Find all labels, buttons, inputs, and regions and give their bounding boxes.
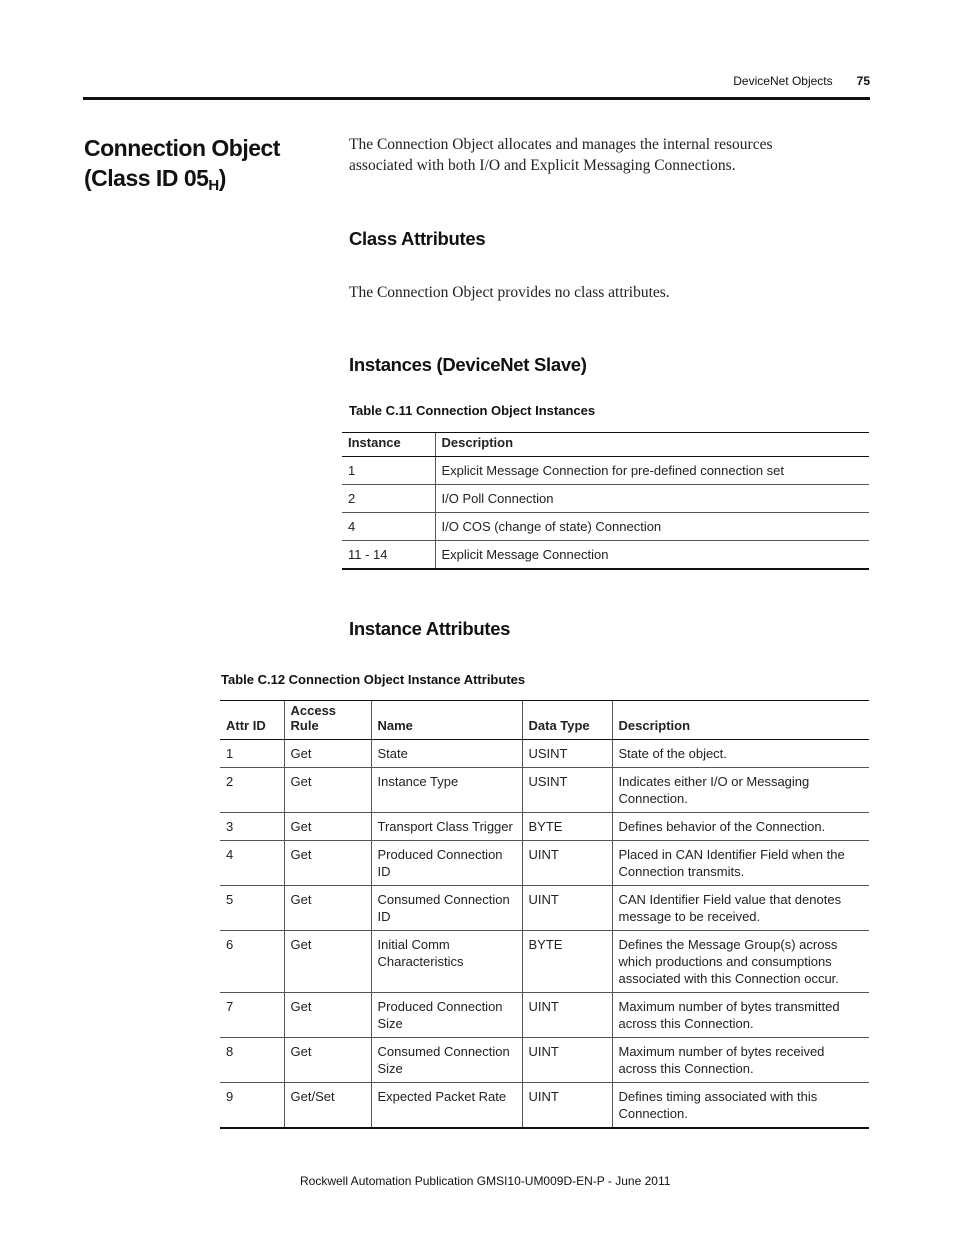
table-cell: Get/Set <box>284 1083 371 1129</box>
table-cell: UINT <box>522 1083 612 1129</box>
table-row <box>220 768 869 813</box>
intro-paragraph: The Connection Object allocates and manages the internal resources associated with both I/O and Explicit Messaging Connections. <box>349 136 773 174</box>
table-cell: Produced Connection Size <box>371 993 522 1038</box>
table-cell: Get <box>284 813 371 841</box>
table-row <box>342 485 869 513</box>
table-cell: Get <box>284 886 371 931</box>
instance-attributes-table <box>220 700 869 1129</box>
table-cell: Explicit Message Connection for pre-defined connection set <box>435 457 869 485</box>
table-cell: Get <box>284 993 371 1038</box>
table-cell: CAN Identifier Field value that denotes message to be received. <box>612 886 869 931</box>
column-header: Data Type <box>522 701 612 740</box>
column-header: Attr ID <box>220 701 284 740</box>
instances-heading: Instances (DeviceNet Slave) <box>349 354 587 375</box>
table-cell: 2 <box>342 485 435 513</box>
table-cell: UINT <box>522 1038 612 1083</box>
table-row <box>220 841 869 886</box>
table-cell: Get <box>284 841 371 886</box>
table-cell: 9 <box>220 1083 284 1129</box>
header-rule <box>83 97 870 100</box>
table-cell: Produced Connection ID <box>371 841 522 886</box>
table-row <box>342 513 869 541</box>
table-cell: 1 <box>220 740 284 768</box>
table-cell: Placed in CAN Identifier Field when the Connection transmits. <box>612 841 869 886</box>
table-cell: 6 <box>220 931 284 993</box>
instance-attributes-table-caption: Table C.12 Connection Object Instance Attributes <box>221 672 526 687</box>
table-cell: Defines the Message Group(s) across which productions and consumptions associated with this Connection occur. <box>612 931 869 993</box>
table-row <box>342 457 869 485</box>
table-row <box>220 993 869 1038</box>
table-cell: Defines timing associated with this Connection. <box>612 1083 869 1129</box>
table-cell: State <box>371 740 522 768</box>
table-cell: Get <box>284 1038 371 1083</box>
running-header <box>733 74 870 88</box>
table-cell: 11 - 14 <box>342 541 435 570</box>
table-cell: 8 <box>220 1038 284 1083</box>
table-cell: Maximum number of bytes received across this Connection. <box>612 1038 869 1083</box>
table-cell: Transport Class Trigger <box>371 813 522 841</box>
table-cell: Defines behavior of the Connection. <box>612 813 869 841</box>
table-cell: 4 <box>220 841 284 886</box>
column-header: Name <box>371 701 522 740</box>
table-cell: UINT <box>522 886 612 931</box>
instance-attributes-heading: Instance Attributes <box>349 618 511 639</box>
column-header: Instance <box>342 433 435 457</box>
title-line-2: (Class ID $05_H$) <box>84 165 226 194</box>
table-cell: Maximum number of bytes transmitted across this Connection. <box>612 993 869 1038</box>
table-cell: USINT <box>522 768 612 813</box>
class-attributes-text: The Connection Object provides no class attributes. <box>349 284 670 301</box>
table-row <box>220 740 869 768</box>
table-cell: Expected Packet Rate <box>371 1083 522 1129</box>
title-line-1: Connection Object <box>84 135 280 161</box>
table-row <box>342 541 869 570</box>
table-cell: UINT <box>522 841 612 886</box>
column-header: Description <box>612 701 869 740</box>
page-title <box>84 133 280 201</box>
table-cell: BYTE <box>522 813 612 841</box>
table-row <box>220 1038 869 1083</box>
instances-table-caption: Table C.11 Connection Object Instances <box>349 403 596 418</box>
column-header: Description <box>435 433 869 457</box>
table-cell: Consumed Connection ID <box>371 886 522 931</box>
table-row <box>220 931 869 993</box>
table-cell: I/O COS (change of state) Connection <box>435 513 869 541</box>
table-cell: 7 <box>220 993 284 1038</box>
class-attributes-heading: Class Attributes <box>349 228 486 249</box>
table-cell: 3 <box>220 813 284 841</box>
header-section-title: DeviceNet Objects <box>733 74 833 88</box>
page-number: 75 <box>856 74 870 88</box>
table-cell: 5 <box>220 886 284 931</box>
table-cell: Get <box>284 931 371 993</box>
table-cell: UINT <box>522 993 612 1038</box>
table-cell: I/O Poll Connection <box>435 485 869 513</box>
table-cell: 2 <box>220 768 284 813</box>
table-cell: Get <box>284 740 371 768</box>
table-cell: Consumed Connection Size <box>371 1038 522 1083</box>
table-cell: Get <box>284 768 371 813</box>
table-cell: State of the object. <box>612 740 869 768</box>
table-cell: 1 <box>342 457 435 485</box>
table-cell: BYTE <box>522 931 612 993</box>
table-row <box>220 886 869 931</box>
table-row <box>220 813 869 841</box>
instances-table <box>342 432 869 570</box>
table-cell: 4 <box>342 513 435 541</box>
column-header: Access Rule <box>284 701 371 740</box>
table-cell: USINT <box>522 740 612 768</box>
table-cell: Indicates either I/O or Messaging Connection. <box>612 768 869 813</box>
table-cell: Initial Comm Characteristics <box>371 931 522 993</box>
table-cell: Instance Type <box>371 768 522 813</box>
table-row <box>220 1083 869 1129</box>
page-footer: Rockwell Automation Publication GMSI10-UM009D-EN-P - June 2011 <box>300 1174 671 1188</box>
table-cell: Explicit Message Connection <box>435 541 869 570</box>
